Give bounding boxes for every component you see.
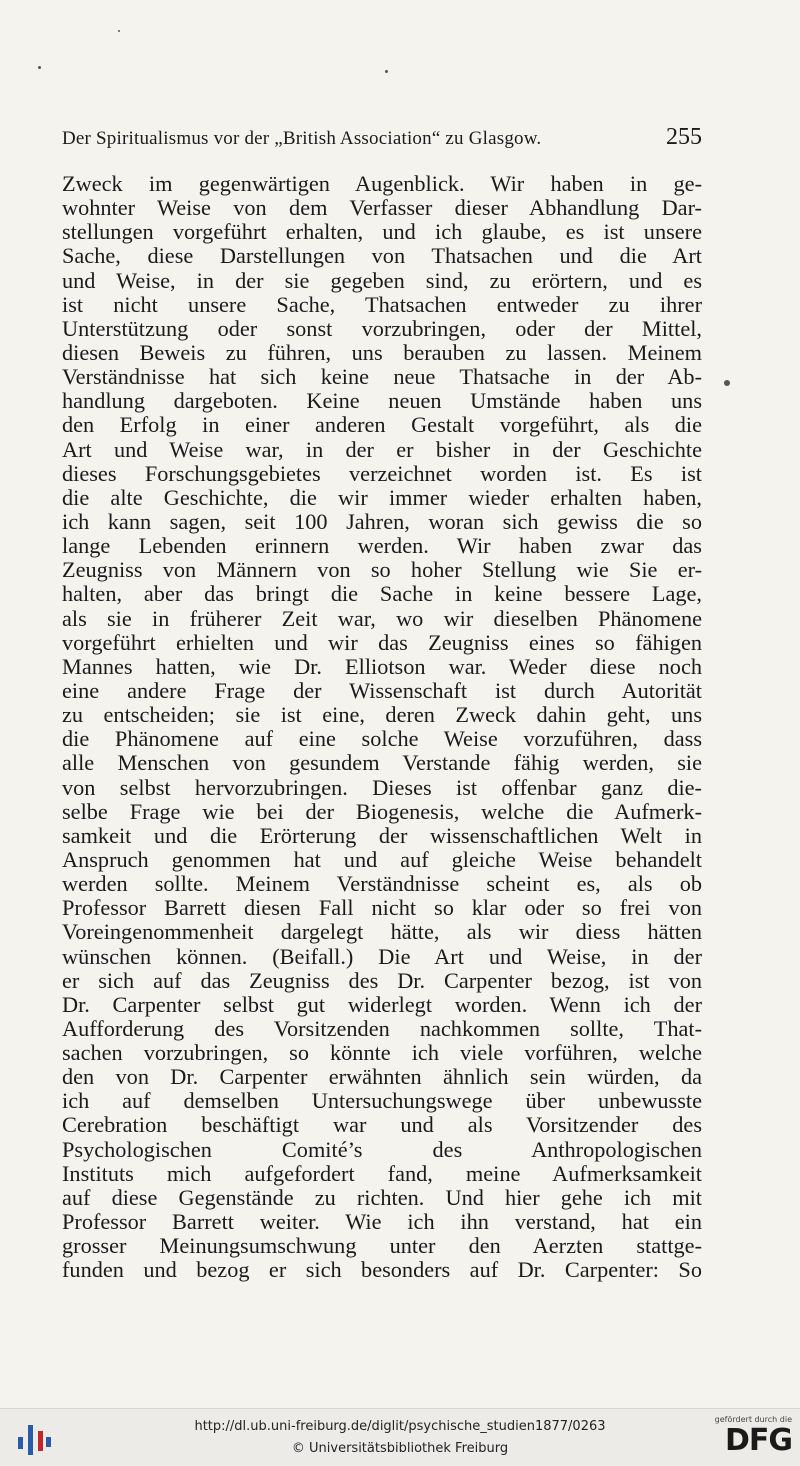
text-line: die alte Geschichte, die wir immer wieder erhalten haben, <box>62 485 702 510</box>
text-line: alle Menschen von gesundem Verstande fähig werden, sie <box>62 751 702 776</box>
text-line: diesen Beweis zu führen, uns berauben zu lassen. Meinem <box>62 340 702 365</box>
text-line: dieses Forschungsgebietes verzeichnet worden ist. Es ist <box>62 461 702 486</box>
text-line: funden und bezog er sich besonders auf Dr. Carpenter: So <box>62 1258 702 1283</box>
permalink-url[interactable]: http://dl.ub.uni-freiburg.de/diglit/psychische_studien1877/0263 <box>194 1419 606 1434</box>
text-line: Zweck im gegenwärtigen Augenblick. Wir haben in ge- <box>62 172 702 196</box>
text-line: Anspruch genommen hat und auf gleiche Weise behandelt <box>62 847 702 872</box>
text-line: Zeugniss von Männern von so hoher Stellung wie Sie er- <box>62 558 702 583</box>
dfg-sponsor <box>704 1415 792 1463</box>
text-line: Cerebration beschäftigt war und als Vorsitzender des <box>62 1113 702 1138</box>
text-line: wünschen können. (Beifall.) Die Art und Weise, in der <box>62 944 702 969</box>
text-line: stellungen vorgeführt erhalten, und ich glaube, es ist unsere <box>62 220 702 245</box>
viewer-footer <box>0 1408 800 1466</box>
text-line: ich kann sagen, seit 100 Jahren, woran sich gewiss die so <box>62 509 702 534</box>
text-line: Professor Barrett weiter. Wie ich ihn verstand, hat ein <box>62 1210 702 1235</box>
text-line: den Erfolg in einer anderen Gestalt vorgeführt, als die <box>62 413 702 438</box>
text-line: Art und Weise war, in der er bisher in der Geschichte <box>62 437 702 462</box>
text-line: ist nicht unsere Sache, Thatsachen entweder zu ihrer <box>62 292 702 317</box>
text-line: von selbst hervorzubringen. Dieses ist offenbar ganz die- <box>62 775 702 800</box>
running-title: Der Spiritualismus vor der „British Association“ zu Glasgow. <box>62 128 542 149</box>
scan-speck <box>385 70 388 73</box>
text-line: Instituts mich aufgefordert fand, meine Aufmerksamkeit <box>62 1161 702 1186</box>
scan-speck <box>118 30 120 32</box>
text-line: Sache, diese Darstellungen von Thatsachen und die Art <box>62 244 702 269</box>
body-text <box>62 172 702 1282</box>
text-line: zu entscheiden; sie ist eine, deren Zweck dahin geht, uns <box>62 703 702 728</box>
running-header <box>62 124 702 156</box>
text-line: Unterstützung oder sonst vorzubringen, oder der Mittel, <box>62 316 702 341</box>
page-number: 255 <box>666 124 702 150</box>
text-line: lange Lebenden erinnern werden. Wir haben zwar das <box>62 534 702 559</box>
text-line: Mannes hatten, wie Dr. Elliotson war. Weder diese noch <box>62 654 702 679</box>
text-line: den von Dr. Carpenter erwähnten ähnlich sein würden, da <box>62 1065 702 1090</box>
text-line: samkeit und die Erörterung der wissenschaftlichen Welt in <box>62 823 702 848</box>
text-line: als sie in früherer Zeit war, wo wir dieselben Phänomene <box>62 606 702 631</box>
text-line: Professor Barrett diesen Fall nicht so klar oder so frei von <box>62 896 702 921</box>
text-line: auf diese Gegenstände zu richten. Und hier gehe ich mit <box>62 1185 702 1210</box>
text-line: wohnter Weise von dem Verfasser dieser Abhandlung Dar- <box>62 196 702 221</box>
text-line: Psychologischen Comité’s des Anthropologischen <box>62 1137 702 1162</box>
text-line: Voreingenommenheit dargelegt hätte, als wir diess hätten <box>62 920 702 945</box>
sponsor-note: gefördert durch die <box>714 1415 792 1424</box>
text-line: handlung dargeboten. Keine neuen Umstände haben uns <box>62 389 702 414</box>
text-line: er sich auf das Zeugniss des Dr. Carpenter bezog, ist von <box>62 968 702 993</box>
text-line: grosser Meinungsumschwung unter den Aerzten stattge- <box>62 1234 702 1259</box>
text-line: Aufforderung des Vorsitzenden nachkommen sollte, That- <box>62 1016 702 1041</box>
text-line: eine andere Frage der Wissenschaft ist durch Autorität <box>62 678 702 703</box>
text-line: die Phänomene auf eine solche Weise vorzuführen, dass <box>62 727 702 752</box>
text-line: werden sollte. Meinem Verständnisse scheint es, als ob <box>62 872 702 897</box>
text-line: Dr. Carpenter selbst gut widerlegt worden. Wenn ich der <box>62 992 702 1017</box>
text-line: und Weise, in der sie gegeben sind, zu erörtern, und es <box>62 268 702 293</box>
text-line: sachen vorzubringen, so könnte ich viele vorführen, welche <box>62 1041 702 1066</box>
scan-speck <box>38 66 41 69</box>
text-line: ich auf demselben Untersuchungswege über unbewusste <box>62 1089 702 1114</box>
text-line: selbe Frage wie bei der Biogenesis, welche die Aufmerk- <box>62 799 702 824</box>
text-line: vorgeführt erhielten und wir das Zeugniss eines so fähigen <box>62 630 702 655</box>
copyright-notice: © Universitätsbibliothek Freiburg <box>291 1441 509 1456</box>
text-line: Verständnisse hat sich keine neue Thatsache in der Ab- <box>62 365 702 390</box>
scan-speck <box>724 380 730 386</box>
dfg-logo-icon: DFG <box>724 1423 792 1458</box>
text-line: halten, aber das bringt die Sache in keine bessere Lage, <box>62 582 702 607</box>
